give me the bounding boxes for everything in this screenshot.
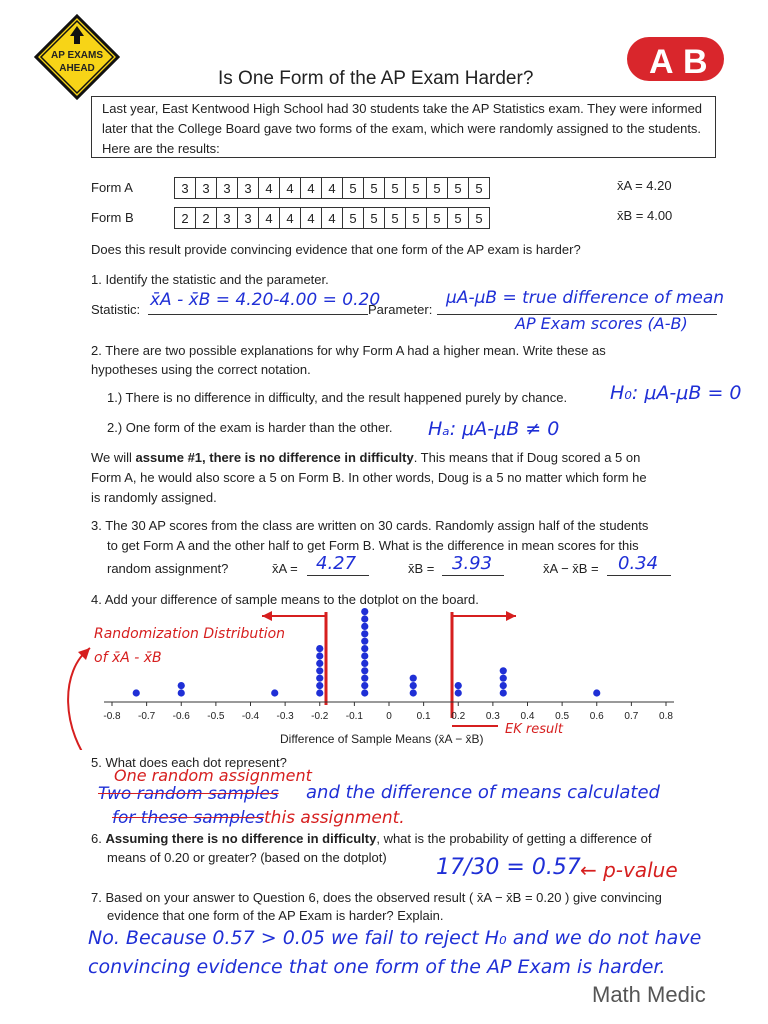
dot — [361, 630, 368, 637]
svg-text:A: A — [649, 43, 674, 81]
q6-text — [91, 829, 651, 849]
dot — [316, 689, 323, 696]
x-tick-label: 0.1 — [416, 711, 431, 722]
score-cell: 5 — [448, 208, 469, 229]
dot — [455, 682, 462, 689]
score-cell: 5 — [427, 208, 448, 229]
score-cell: 3 — [238, 208, 259, 229]
q7-answer-1: No. Because 0.57 > 0.05 we fail to reject H₀ and we do not have — [88, 927, 702, 949]
score-cell: 2 — [175, 208, 196, 229]
q5-answer-1: One random assignment — [114, 766, 312, 785]
x-tick-label: 0.2 — [451, 711, 466, 722]
dot — [316, 682, 323, 689]
dot — [361, 638, 368, 645]
q6-bold: Assuming there is no difference in difficulty — [105, 831, 377, 846]
dot — [316, 660, 323, 667]
x-tick-label: -0.1 — [345, 711, 363, 722]
sign-line-1: AP EXAMS — [50, 50, 104, 61]
ab-logo — [627, 35, 724, 83]
ap-exams-ahead-sign — [34, 14, 120, 100]
score-cell: 5 — [364, 178, 385, 199]
dot — [361, 667, 368, 674]
score-cell: 5 — [343, 178, 364, 199]
x-axis-label: Difference of Sample Means (x̄A − x̄B) — [280, 732, 484, 746]
form-a-label: Form A — [91, 180, 133, 195]
assume-paragraph — [91, 448, 711, 508]
form-b-mean: x̄B = 4.00 — [617, 208, 673, 223]
q5-answer-2: and the difference of means calculated — [306, 782, 660, 803]
dot — [316, 652, 323, 659]
q7-text-1: 7. Based on your answer to Question 6, does the observed result ( x̄A − x̄B = 0.20 ) give convincing — [91, 890, 662, 905]
q6-answer: 17/30 = 0.57 — [436, 855, 581, 880]
score-cell: 5 — [406, 208, 427, 229]
q7-text-2: evidence that one form of the AP Exam is harder? Explain. — [107, 908, 444, 923]
score-cell: 5 — [448, 178, 469, 199]
parameter-answer-2: AP Exam scores (A-B) — [515, 314, 688, 333]
score-cell: 4 — [322, 208, 343, 229]
page-title: Is One Form of the AP Exam Harder? — [218, 68, 534, 89]
dot — [361, 689, 368, 696]
dot — [500, 689, 507, 696]
q6-pre: 6. — [91, 831, 106, 846]
score-cell: 4 — [322, 178, 343, 199]
parameter-label: Parameter: — [368, 302, 433, 317]
xa-answer: 4.27 — [316, 553, 357, 574]
form-b-label: Form B — [91, 210, 134, 225]
annotation-of-diff: of x̄A - x̄B — [94, 650, 162, 666]
q6-line-2: means of 0.20 or greater? (based on the dotplot) — [107, 850, 387, 865]
assume-line-2: Form A, he would also score a 5 on Form B. In other words, Doug is a 5 no matter which form he — [91, 470, 647, 485]
q4-text: 4. Add your difference of sample means to the dotplot on the board. — [91, 592, 479, 607]
dot — [593, 689, 600, 696]
assume-line-3: is randomly assigned. — [91, 490, 217, 505]
assume-bold: assume #1, there is no difference in difficulty — [135, 450, 414, 465]
dot — [500, 675, 507, 682]
ha-answer: Hₐ: μA-μB ≠ 0 — [428, 418, 560, 440]
x-tick-label: 0.4 — [520, 711, 535, 722]
q3-text-1: 3. The 30 AP scores from the class are written on 30 cards. Randomly assign half of the students — [91, 518, 649, 533]
dot — [316, 645, 323, 652]
score-cell: 3 — [217, 178, 238, 199]
q3-text-3: random assignment? — [107, 561, 229, 576]
score-cell: 5 — [343, 208, 364, 229]
dot — [500, 682, 507, 689]
q7-answer-2: convincing evidence that one form of the AP Exam is harder. — [88, 956, 666, 978]
x-tick-label: 0.3 — [485, 711, 500, 722]
score-cell: 3 — [175, 178, 196, 199]
intro-box: Last year, East Kentwood High School had 30 students take the AP Statistics exam. They were informed later that the College Board gave two forms of the exam, which were randomly assigned to the students. Here are the results: — [91, 96, 716, 158]
dot — [316, 675, 323, 682]
score-cell: 4 — [280, 178, 301, 199]
dot — [178, 689, 185, 696]
dot — [361, 645, 368, 652]
xb-answer: 3.93 — [452, 553, 493, 574]
dot — [133, 689, 140, 696]
dot — [178, 682, 185, 689]
dot — [361, 615, 368, 622]
x-tick-label: -0.8 — [103, 711, 121, 722]
q5-struck-2: for these samples — [112, 808, 265, 828]
dot — [410, 689, 417, 696]
dot — [361, 652, 368, 659]
x-tick-label: 0.5 — [555, 711, 570, 722]
h2-text: 2.) One form of the exam is harder than the other. — [107, 420, 393, 435]
dot — [361, 623, 368, 630]
dotplot — [0, 600, 768, 750]
svg-text:B: B — [683, 43, 708, 81]
score-cell: 5 — [385, 178, 406, 199]
dot — [361, 675, 368, 682]
x-tick-label: -0.4 — [241, 711, 260, 722]
q2-text-2: hypotheses using the correct notation. — [91, 362, 311, 377]
form-a-scores — [174, 177, 490, 199]
dot — [361, 682, 368, 689]
dot — [500, 667, 507, 674]
dot — [271, 689, 278, 696]
dot — [410, 682, 417, 689]
x-tick-label: -0.2 — [311, 711, 329, 722]
score-cell: 4 — [259, 178, 280, 199]
dot — [361, 608, 368, 615]
x-tick-label: -0.5 — [207, 711, 225, 722]
score-cell: 5 — [406, 178, 427, 199]
h1-text: 1.) There is no difference in difficulty, and the result happened purely by chance. — [107, 390, 568, 405]
score-cell: 2 — [196, 208, 217, 229]
q5-text: 5. What does each dot represent? — [91, 755, 287, 770]
x-tick-label: -0.3 — [276, 711, 294, 722]
score-cell: 3 — [217, 208, 238, 229]
assume-pre: We will — [91, 450, 136, 465]
h0-answer: H₀: μA-μB = 0 — [610, 382, 742, 404]
footer-brand: Math Medic — [592, 982, 706, 1007]
form-b-scores — [174, 207, 490, 229]
q3-text-2: to get Form A and the other half to get Form B. What is the difference in mean scores for this — [107, 538, 639, 553]
parameter-answer-1: μA-μB = true difference of mean — [446, 288, 725, 308]
x-tick-label: -0.6 — [172, 711, 190, 722]
x-tick-label: 0.6 — [589, 711, 604, 722]
score-cell: 5 — [469, 208, 490, 229]
diff-answer: 0.34 — [618, 553, 659, 574]
score-cell: 5 — [364, 208, 385, 229]
dot — [410, 675, 417, 682]
q5-struck-1: Two random samples — [98, 784, 279, 804]
q5-answer-3: this assignment. — [264, 808, 405, 828]
score-cell: 4 — [301, 208, 322, 229]
dot — [316, 667, 323, 674]
x-tick-label: 0.7 — [624, 711, 639, 722]
x-tick-label: 0.8 — [659, 711, 673, 722]
q6-pvalue-note: ← p-value — [580, 858, 678, 882]
assume-post: . This means that if Doug scored a 5 on — [413, 450, 641, 465]
q2-text-1: 2. There are two possible explanations for why Form A had a higher mean. Write these as — [91, 343, 606, 358]
annotation-randomization: Randomization Distribution — [94, 626, 286, 642]
dot — [455, 689, 462, 696]
dot — [361, 660, 368, 667]
statistic-answer: x̄A - x̄B = 4.20-4.00 = 0.20 — [150, 290, 381, 310]
q1-text: 1. Identify the statistic and the parameter. — [91, 272, 329, 287]
diff-label: x̄A − x̄B = — [543, 561, 599, 576]
score-cell: 4 — [280, 208, 301, 229]
x-tick-label: -0.7 — [138, 711, 156, 722]
xb-label: x̄B = — [408, 561, 435, 576]
score-cell: 4 — [259, 208, 280, 229]
q6-post: , what is the probability of getting a difference of — [376, 831, 652, 846]
statistic-label: Statistic: — [91, 302, 141, 317]
score-cell: 5 — [469, 178, 490, 199]
sign-line-2: AHEAD — [59, 63, 95, 74]
score-cell: 3 — [196, 178, 217, 199]
annotation-ek-result: EK result — [505, 722, 563, 737]
form-a-mean: x̄A = 4.20 — [617, 178, 672, 193]
x-tick-label: 0 — [386, 711, 392, 722]
score-cell: 4 — [301, 178, 322, 199]
main-question: Does this result provide convincing evidence that one form of the AP exam is harder? — [91, 242, 581, 257]
xa-label: x̄A = — [272, 561, 298, 576]
score-cell: 3 — [238, 178, 259, 199]
score-cell: 5 — [427, 178, 448, 199]
score-cell: 5 — [385, 208, 406, 229]
